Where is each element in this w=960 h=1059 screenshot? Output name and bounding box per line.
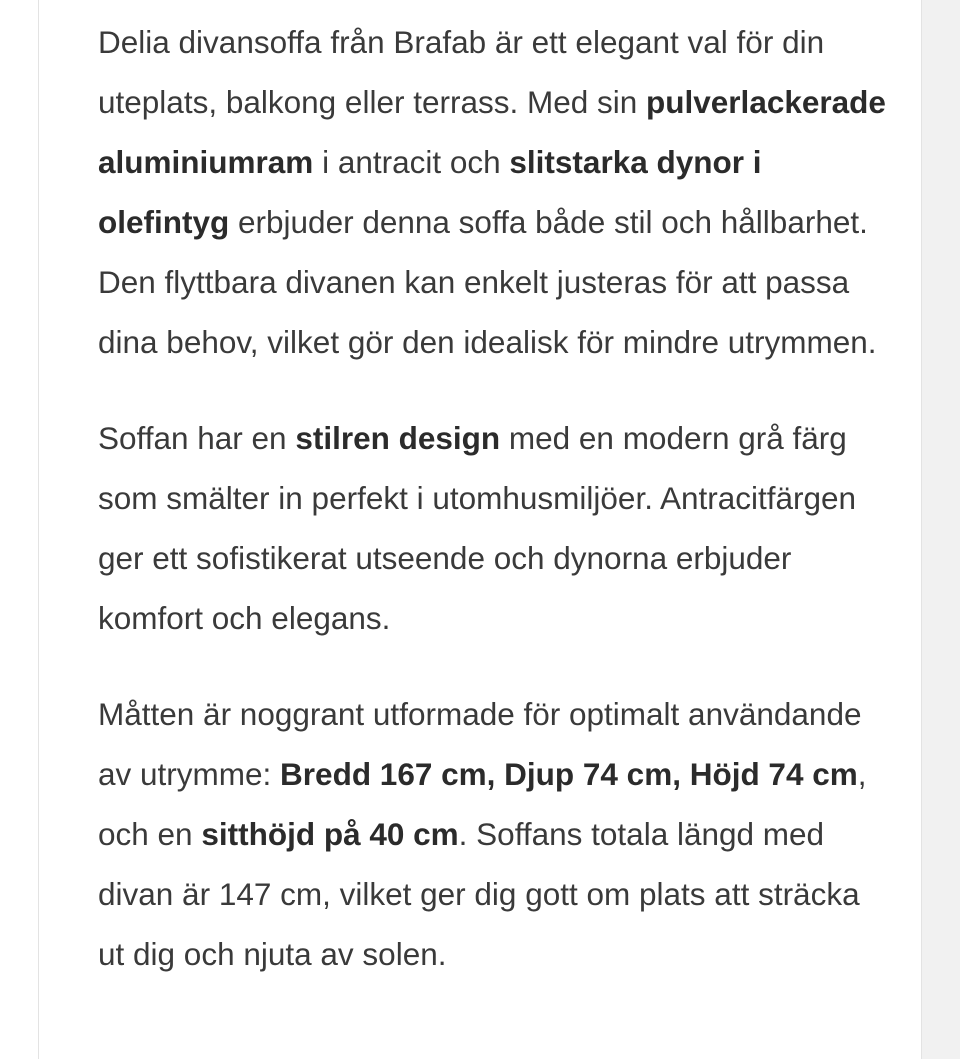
scroll-gutter xyxy=(922,0,960,1059)
paragraph-text: . Soffans totala längd med divan är 147 cm, vilket ger dig gott om plats att sträcka ut dig och njuta av solen. xyxy=(98,816,860,972)
highlight-cushions: slitstarka dynor i olefintyg xyxy=(98,144,762,240)
paragraph-text: i antracit och xyxy=(313,144,510,180)
paragraph-text: Måtten är noggrant utformade för optimalt användande av utrymme: xyxy=(98,696,862,792)
paragraph-text: , och en xyxy=(98,756,867,852)
highlight-dimensions: Bredd 167 cm, Djup 74 cm, Höjd 74 cm xyxy=(280,756,858,792)
description-paragraph-design xyxy=(98,408,888,648)
highlight-frame: pulverlackerade aluminiumram xyxy=(98,84,886,180)
description-paragraph-dimensions xyxy=(98,684,888,984)
highlight-design: stilren design xyxy=(295,420,501,456)
paragraph-text: Soffan har en xyxy=(98,420,296,456)
paragraph-text: med en modern grå färg som smälter in perfekt i utomhusmiljöer. Antracitfärgen ger ett sofistikerat utseende och dynorna erbjuder komfort och elegans. xyxy=(98,420,857,636)
paragraph-text: Delia divansoffa från Brafab är ett elegant val för din uteplats, balkong eller terrass. Med sin xyxy=(98,24,825,120)
description-paragraph-intro xyxy=(98,12,888,372)
paragraph-text: erbjuder denna soffa både stil och hållbarhet. Den flyttbara divanen kan enkelt justeras för att passa dina behov, vilket gör den idealisk för mindre utrymmen. xyxy=(98,204,877,360)
highlight-seat-height: sitthöjd på 40 cm xyxy=(201,816,459,852)
product-description xyxy=(98,12,888,984)
